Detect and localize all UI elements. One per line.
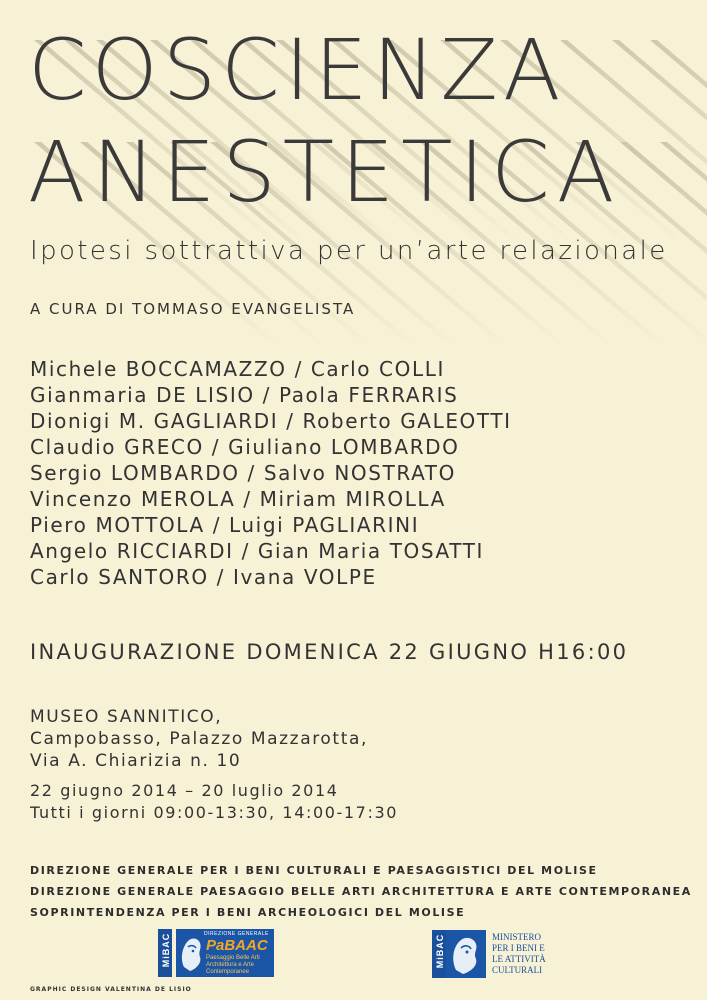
artist-line: Gianmaria DE LISIO / Paola FERRARIS bbox=[30, 383, 459, 407]
artist-line: Carlo SANTORO / Ivana VOLPE bbox=[30, 565, 377, 589]
ministero-line: LE ATTIVITÀ bbox=[492, 954, 546, 964]
organizers-list bbox=[30, 860, 692, 923]
mibac-side-label: MiBAC bbox=[435, 933, 445, 969]
pabaac-panel bbox=[176, 929, 274, 977]
title-line-2: ANESTETICA bbox=[28, 123, 622, 221]
ministero-emblem bbox=[446, 930, 486, 978]
venue-line: Campobasso, Palazzo Mazzarotta, bbox=[30, 729, 368, 749]
artist-line: Claudio GRECO / Giuliano LOMBARDO bbox=[30, 435, 460, 459]
pabaac-desc-line: Contemporanee bbox=[206, 969, 250, 975]
inauguration-info: INAUGURAZIONE DOMENICA 22 GIUGNO H16:00 bbox=[30, 640, 629, 664]
artist-line: Michele BOCCAMAZZO / Carlo COLLI bbox=[30, 357, 445, 381]
organizer-line: DIREZIONE GENERALE PAESAGGIO BELLE ARTI ARCHITETTURA E ARTE CONTEMPORANEA bbox=[30, 885, 692, 898]
mibac-head-icon bbox=[448, 932, 484, 976]
mibac-side-bar bbox=[432, 930, 446, 978]
design-credit: GRAPHIC DESIGN VALENTINA DE LISIO bbox=[30, 986, 192, 993]
artist-line: Sergio LOMBARDO / Salvo NOSTRATO bbox=[30, 461, 456, 485]
artist-line: Dionigi M. GAGLIARDI / Roberto GALEOTTI bbox=[30, 409, 512, 433]
organizer-line: SOPRINTENDENZA PER I BENI ARCHEOLOGICI DEL MOLISE bbox=[30, 906, 466, 919]
ministero-logo bbox=[432, 930, 562, 978]
pabaac-desc-line: Paesaggio Belle Arti bbox=[206, 955, 260, 961]
curator-credit: A CURA DI TOMMASO EVANGELISTA bbox=[30, 300, 356, 318]
exhibition-dates bbox=[30, 780, 398, 824]
pabaac-description bbox=[206, 955, 260, 976]
date-range: 22 giugno 2014 – 20 luglio 2014 bbox=[30, 781, 339, 800]
ministero-line: PER I BENI E bbox=[492, 943, 545, 953]
organizer-line: DIREZIONE GENERALE PER I BENI CULTURALI E PAESAGGISTICI DEL MOLISE bbox=[30, 864, 598, 877]
subtitle: Ipotesi sottrattiva per un’arte relazionale bbox=[30, 236, 668, 266]
artist-line: Vincenzo MEROLA / Miriam MIROLLA bbox=[30, 487, 446, 511]
artist-list bbox=[30, 356, 512, 590]
mibac-side-bar bbox=[158, 929, 172, 977]
pabaac-logo bbox=[158, 929, 276, 977]
title-shadow-stroke bbox=[650, 40, 707, 244]
title-line-1: COSCIENZA bbox=[28, 21, 566, 119]
venue-address bbox=[30, 706, 368, 772]
mibac-head-icon bbox=[178, 933, 204, 973]
opening-hours: Tutti i giorni 09:00-13:30, 14:00-17:30 bbox=[30, 803, 399, 822]
venue-line: Via A. Chiarizia n. 10 bbox=[30, 751, 242, 771]
ministero-wordmark bbox=[492, 932, 564, 976]
venue-line: MUSEO SANNITICO, bbox=[30, 707, 223, 727]
ministero-line: MINISTERO bbox=[492, 932, 541, 942]
artist-line: Angelo RICCIARDI / Gian Maria TOSATTI bbox=[30, 539, 485, 563]
pabaac-name: PaBAAC bbox=[206, 937, 268, 954]
pabaac-desc-line: Architettura e Arte bbox=[206, 962, 255, 968]
artist-line: Piero MOTTOLA / Luigi PAGLIARINI bbox=[30, 513, 420, 537]
pabaac-heading: DIREZIONE GENERALE bbox=[204, 931, 269, 937]
mibac-side-label: MiBAC bbox=[161, 932, 171, 968]
ministero-line: CULTURALI bbox=[492, 965, 543, 975]
